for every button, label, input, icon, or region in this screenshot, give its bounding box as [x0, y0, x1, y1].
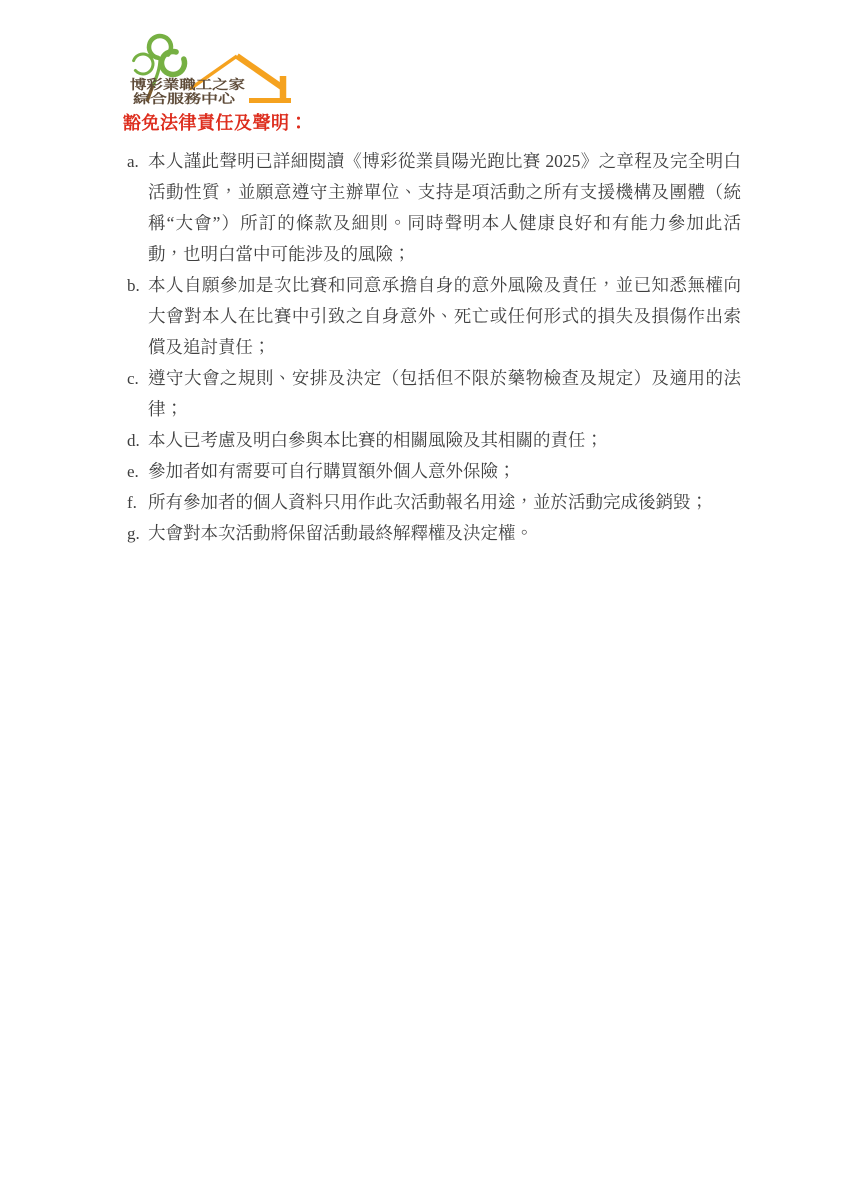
- list-item-marker: f.: [127, 493, 137, 512]
- org-logo: [116, 32, 296, 110]
- list-item-marker: a.: [127, 152, 139, 171]
- logo-org-name: 博彩業職工之家: [130, 77, 245, 92]
- list-item-marker: d.: [127, 431, 140, 450]
- list-item-marker: b.: [127, 276, 140, 295]
- list-item-marker: c.: [127, 369, 139, 388]
- list-item: [123, 363, 741, 425]
- list-item: [123, 518, 741, 549]
- list-item-marker: g.: [127, 524, 140, 543]
- list-item: [123, 487, 741, 518]
- list-item-text: 大會對本次活動將保留活動最終解釋權及決定權。: [148, 523, 533, 543]
- list-item-text: 本人謹此聲明已詳細閱讀《博彩從業員陽光跑比賽 2025》之章程及完全明白活動性質，並願意遵守主辦單位、支持是項活動之所有支援機構及團體（統稱“大會”）所訂的條款及細則。同時聲明本人健康良好和有能力參加此活動，也明白當中可能涉及的風險；: [148, 151, 741, 264]
- list-item-marker: e.: [127, 462, 139, 481]
- list-item: [123, 270, 741, 363]
- disclaimer-section: [123, 110, 741, 549]
- disclaimer-heading: 豁免法律責任及聲明：: [123, 113, 308, 133]
- list-item-text: 所有參加者的個人資料只用作此次活動報名用途，並於活動完成後銷毀；: [148, 492, 708, 512]
- logo-org-subtitle: 綜合服務中心: [133, 92, 209, 106]
- list-item: [123, 425, 741, 456]
- list-item-text: 本人已考慮及明白參與本比賽的相關風險及其相關的責任；: [148, 430, 603, 450]
- org-logo-graphic: [116, 32, 296, 110]
- list-item: [123, 146, 741, 270]
- list-item-text: 參加者如有需要可自行購買額外個人意外保險；: [148, 461, 516, 481]
- list-item-text: 遵守大會之規則、安排及決定（包括但不限於藥物檢查及規定）及適用的法律；: [148, 368, 741, 419]
- list-item-text: 本人自願參加是次比賽和同意承擔自身的意外風險及責任，並已知悉無權向大會對本人在比賽中引致之自身意外、死亡或任何形式的損失及損傷作出索償及追討責任；: [148, 275, 741, 357]
- list-item: [123, 456, 741, 487]
- disclaimer-list: [123, 146, 741, 549]
